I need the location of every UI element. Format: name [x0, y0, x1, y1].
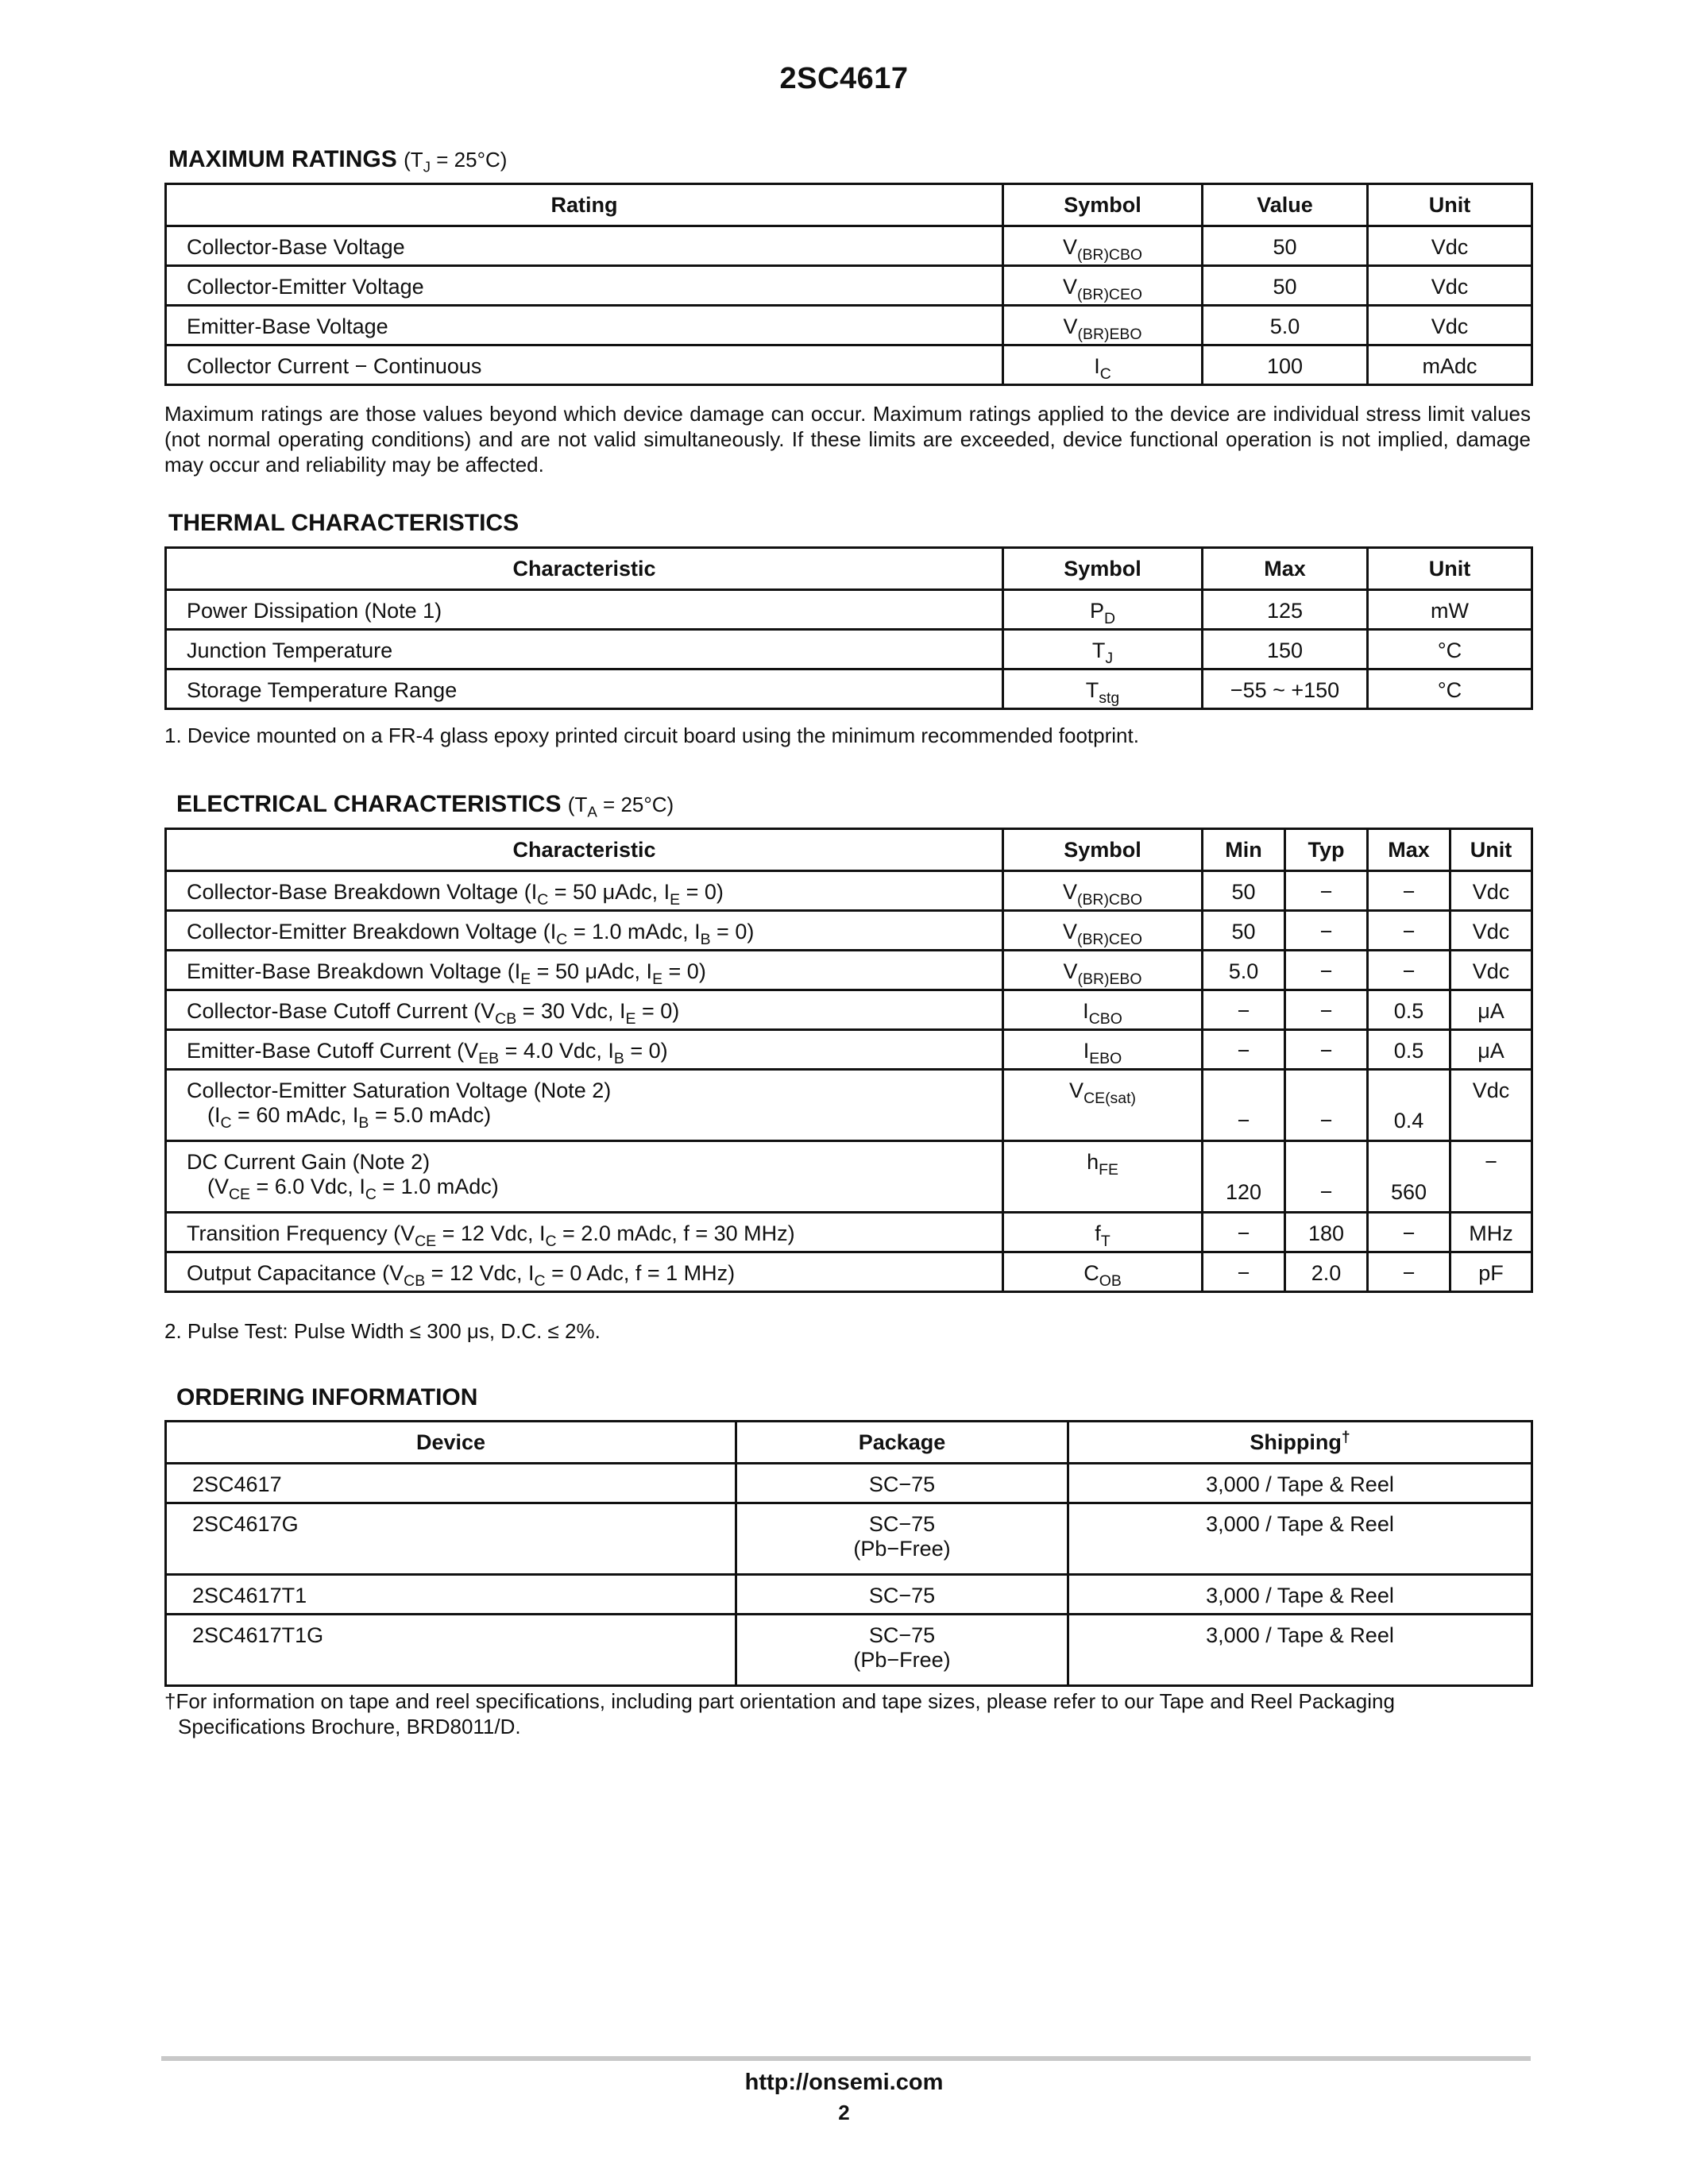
unit-cell: MHz: [1450, 1213, 1532, 1252]
table-row: [166, 1575, 1532, 1615]
unit-cell: μA: [1450, 1030, 1532, 1070]
min-cell: 50: [1203, 911, 1285, 951]
max-cell: 0.5: [1368, 990, 1450, 1030]
unit-cell: Vdc: [1368, 226, 1532, 266]
characteristic-cell: Output Capacitance ($V_{CB} = 12$ Vdc, $I_C = 0$ Adc, f = 1 MHz): [166, 1252, 1003, 1292]
rating-cell: Collector-Base Voltage: [166, 226, 1003, 266]
symbol-cell: $I_C$: [1003, 345, 1203, 385]
symbol-cell: $C_{OB}$: [1003, 1252, 1203, 1292]
package-cell: SC−75: [736, 1575, 1068, 1615]
table-row: [166, 1030, 1532, 1070]
package-cell: SC−75: [736, 1464, 1068, 1503]
max-cell: −: [1368, 1252, 1450, 1292]
device-cell: 2SC4617: [166, 1464, 736, 1503]
ordering-note: [164, 1688, 1531, 1739]
characteristic-cell: Junction Temperature: [166, 630, 1003, 669]
symbol-cell: $V_{CE(sat)}$: [1003, 1070, 1203, 1141]
symbol-cell: $V_{(BR)CBO}$: [1003, 871, 1203, 911]
typ-cell: −: [1285, 1070, 1368, 1141]
typ-cell: 2.0: [1285, 1252, 1368, 1292]
column-header: Unit: [1368, 548, 1532, 590]
typ-cell: −: [1285, 911, 1368, 951]
page-title: 2SC4617: [779, 62, 909, 95]
package-cell: SC−75 (Pb−Free): [736, 1503, 1068, 1575]
max-cell: −: [1368, 1213, 1450, 1252]
rating-cell: Collector-Emitter Voltage: [166, 266, 1003, 306]
value-cell: 50: [1203, 226, 1368, 266]
table-row: [166, 951, 1532, 990]
table-row: [166, 590, 1532, 630]
symbol-cell: $T_J$: [1003, 630, 1203, 669]
max-ratings-table: [164, 183, 1533, 386]
thermal-heading: THERMAL CHARACTERISTICS: [168, 510, 520, 536]
max-cell: 0.5: [1368, 1030, 1450, 1070]
column-header: Max: [1368, 829, 1450, 871]
table-row: [166, 1213, 1532, 1252]
column-header: Symbol: [1003, 184, 1203, 226]
symbol-cell: $T_{stg}$: [1003, 669, 1203, 709]
table-row: [166, 630, 1532, 669]
symbol-cell: $I_{EBO}$: [1003, 1030, 1203, 1070]
column-header: Characteristic: [166, 548, 1003, 590]
unit-cell: pF: [1450, 1252, 1532, 1292]
unit-cell: Vdc: [1450, 951, 1532, 990]
column-header: Min: [1203, 829, 1285, 871]
ordering-note-line: Specifications Brochure, BRD8011/D.: [178, 1715, 521, 1738]
unit-cell: Vdc: [1368, 306, 1532, 345]
table-row: [166, 266, 1532, 306]
table-header-row: [166, 1422, 1532, 1464]
unit-cell: mAdc: [1368, 345, 1532, 385]
min-cell: 5.0: [1203, 951, 1285, 990]
unit-cell: °C: [1368, 630, 1532, 669]
unit-cell: Vdc: [1450, 1070, 1532, 1141]
typ-cell: −: [1285, 1141, 1368, 1213]
max-cell: 560: [1368, 1141, 1450, 1213]
rating-cell: Emitter-Base Voltage: [166, 306, 1003, 345]
max-cell: −: [1368, 951, 1450, 990]
column-header: Typ: [1285, 829, 1368, 871]
max-ratings-heading-text: MAXIMUM RATINGS: [168, 146, 397, 172]
value-cell: 100: [1203, 345, 1368, 385]
min-cell: −: [1203, 1030, 1285, 1070]
value-cell: 5.0: [1203, 306, 1368, 345]
max-cell: −: [1368, 911, 1450, 951]
shipping-cell: 3,000 / Tape & Reel: [1068, 1503, 1532, 1575]
max-cell: 0.4: [1368, 1070, 1450, 1141]
ordering-note-line: †For information on tape and reel specifications, including part orientation and tape sizes, please refer to our Tape and Reel Packaging: [164, 1689, 1395, 1713]
unit-cell: Vdc: [1450, 871, 1532, 911]
characteristic-cell: Collector-Emitter Saturation Voltage (Note 2) ($I_C = 60$ mAdc, $I_B = 5.0$ mAdc): [166, 1070, 1003, 1141]
min-cell: 50: [1203, 871, 1285, 911]
electrical-note: 2. Pulse Test: Pulse Width ≤ 300 μs, D.C. ≤ 2%.: [164, 1319, 601, 1343]
column-header: Max: [1203, 548, 1368, 590]
max-cell: 150: [1203, 630, 1368, 669]
symbol-cell: $V_{(BR)EBO}$: [1003, 951, 1203, 990]
column-header: Device: [166, 1422, 736, 1464]
table-row: [166, 1252, 1532, 1292]
typ-cell: −: [1285, 871, 1368, 911]
min-cell: −: [1203, 1252, 1285, 1292]
table-row: [166, 306, 1532, 345]
column-header: Symbol: [1003, 829, 1203, 871]
min-cell: −: [1203, 1213, 1285, 1252]
unit-cell: −: [1450, 1141, 1532, 1213]
characteristic-cell: Power Dissipation (Note 1): [166, 590, 1003, 630]
symbol-cell: $V_{(BR)CEO}$: [1003, 266, 1203, 306]
table-row: [166, 1503, 1532, 1575]
max-cell: −55 ~ +150: [1203, 669, 1368, 709]
table-row: [166, 990, 1532, 1030]
column-header: Shipping†: [1068, 1422, 1532, 1464]
typ-cell: −: [1285, 990, 1368, 1030]
device-cell: 2SC4617G: [166, 1503, 736, 1575]
unit-cell: μA: [1450, 990, 1532, 1030]
column-header: Value: [1203, 184, 1368, 226]
ordering-heading: ORDERING INFORMATION: [176, 1384, 478, 1410]
table-row: [166, 1615, 1532, 1686]
symbol-cell: $h_{FE}$: [1003, 1141, 1203, 1213]
rating-cell: Collector Current − Continuous: [166, 345, 1003, 385]
symbol-cell: $I_{CBO}$: [1003, 990, 1203, 1030]
column-header: Unit: [1450, 829, 1532, 871]
table-row: [166, 1141, 1532, 1213]
column-header: Package: [736, 1422, 1068, 1464]
package-cell: SC−75 (Pb−Free): [736, 1615, 1068, 1686]
table-row: [166, 226, 1532, 266]
symbol-cell: $V_{(BR)CBO}$: [1003, 226, 1203, 266]
symbol-cell: $P_D$: [1003, 590, 1203, 630]
unit-cell: °C: [1368, 669, 1532, 709]
table-header-row: [166, 829, 1532, 871]
symbol-cell: $f_T$: [1003, 1213, 1203, 1252]
page-number: 2: [838, 2101, 850, 2124]
column-header: Rating: [166, 184, 1003, 226]
column-header: Unit: [1368, 184, 1532, 226]
characteristic-cell: Emitter-Base Cutoff Current ($V_{EB} = 4.0$ Vdc, $I_B = 0$): [166, 1030, 1003, 1070]
symbol-cell: $V_{(BR)EBO}$: [1003, 306, 1203, 345]
device-cell: 2SC4617T1G: [166, 1615, 736, 1686]
footer-divider: [161, 2056, 1531, 2061]
typ-cell: −: [1285, 951, 1368, 990]
value-cell: 50: [1203, 266, 1368, 306]
thermal-note: 1. Device mounted on a FR-4 glass epoxy printed circuit board using the minimum recommended footprint.: [164, 723, 1139, 747]
unit-cell: mW: [1368, 590, 1532, 630]
characteristic-cell: DC Current Gain (Note 2) ($V_{CE} = 6.0$ Vdc, $I_C = 1.0$ mAdc): [166, 1141, 1003, 1213]
shipping-cell: 3,000 / Tape & Reel: [1068, 1464, 1532, 1503]
characteristic-cell: Emitter-Base Breakdown Voltage ($I_E = 50$ μAdc, $I_E = 0$): [166, 951, 1003, 990]
min-cell: −: [1203, 990, 1285, 1030]
typ-cell: −: [1285, 1030, 1368, 1070]
unit-cell: Vdc: [1450, 911, 1532, 951]
max-ratings-condition: $(T_J = 25^\circ C)$: [404, 148, 508, 176]
device-cell: 2SC4617T1: [166, 1575, 736, 1615]
min-cell: −: [1203, 1070, 1285, 1141]
characteristic-cell: Collector-Base Breakdown Voltage ($I_C = 50$ μAdc, $I_E = 0$): [166, 871, 1003, 911]
shipping-cell: 3,000 / Tape & Reel: [1068, 1575, 1532, 1615]
thermal-table: [164, 546, 1533, 710]
electrical-heading: [176, 791, 674, 818]
table-row: [166, 1464, 1532, 1503]
min-cell: 120: [1203, 1141, 1285, 1213]
symbol-cell: $V_{(BR)CEO}$: [1003, 911, 1203, 951]
shipping-cell: 3,000 / Tape & Reel: [1068, 1615, 1532, 1686]
table-row: [166, 1070, 1532, 1141]
footer-url-link[interactable]: http://onsemi.com: [744, 2070, 944, 2095]
typ-cell: 180: [1285, 1213, 1368, 1252]
characteristic-cell: Storage Temperature Range: [166, 669, 1003, 709]
table-header-row: [166, 184, 1532, 226]
max-ratings-note: Maximum ratings are those values beyond which device damage can occur. Maximum ratings applied to the device are individual stress limit values (not normal operating conditions) and are not valid simultaneously. If these limits are exceeded, device functional operation is not implied, damage may occur and reliability may be affected.: [164, 402, 1531, 477]
table-row: [166, 669, 1532, 709]
characteristic-cell: Transition Frequency ($V_{CE} = 12$ Vdc, $I_C = 2.0$ mAdc, f = 30 MHz): [166, 1213, 1003, 1252]
electrical-table: [164, 828, 1533, 1293]
table-row: [166, 911, 1532, 951]
max-ratings-heading: [168, 146, 508, 176]
table-row: [166, 345, 1532, 385]
electrical-heading-text: ELECTRICAL CHARACTERISTICS: [176, 791, 562, 817]
characteristic-cell: Collector-Base Cutoff Current ($V_{CB} = 30$ Vdc, $I_E = 0$): [166, 990, 1003, 1030]
table-header-row: [166, 548, 1532, 590]
column-header: Characteristic: [166, 829, 1003, 871]
column-header: Symbol: [1003, 548, 1203, 590]
max-cell: 125: [1203, 590, 1368, 630]
table-row: [166, 871, 1532, 911]
electrical-condition: $(T_A = 25^\circ C)$: [567, 793, 674, 820]
unit-cell: Vdc: [1368, 266, 1532, 306]
ordering-table: [164, 1420, 1533, 1687]
characteristic-cell: Collector-Emitter Breakdown Voltage ($I_C = 1.0$ mAdc, $I_B = 0$): [166, 911, 1003, 951]
max-cell: −: [1368, 871, 1450, 911]
